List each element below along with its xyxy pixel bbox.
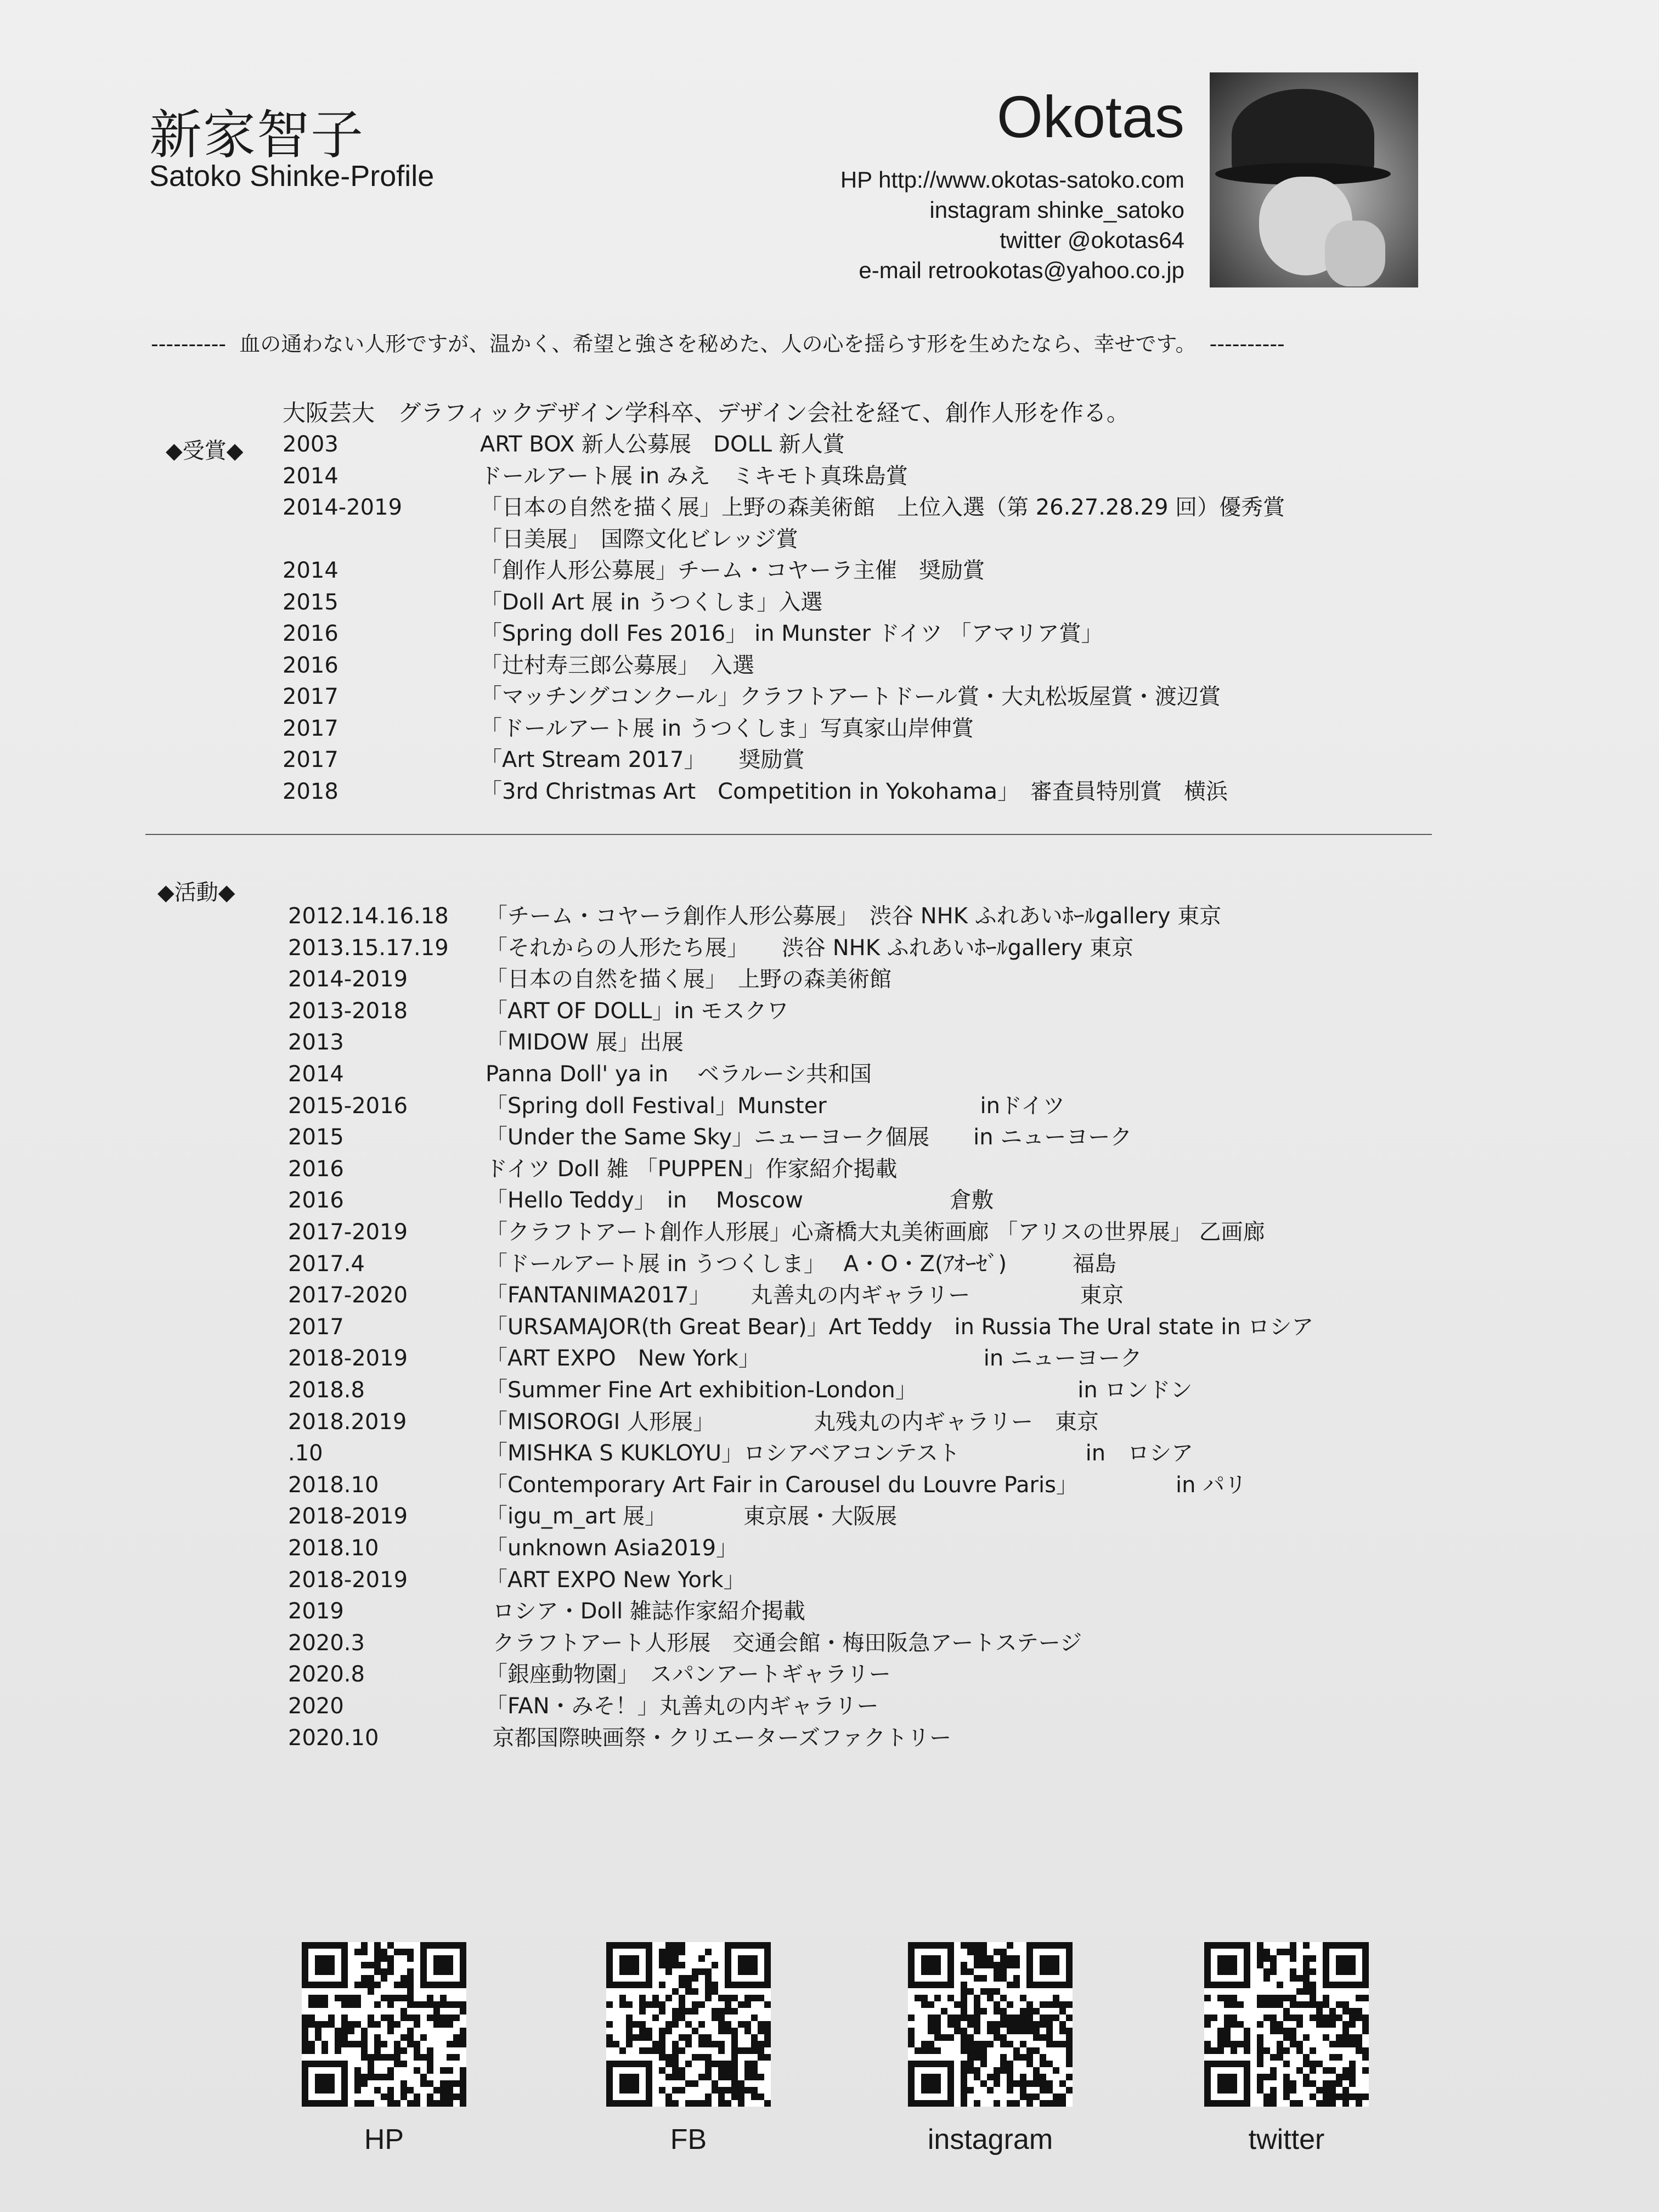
- row-description: 「チーム・コヤーラ創作人形公募展」 渋谷 NHK ふれあいﾎｰﾙgallery 東京: [486, 904, 1222, 929]
- intro-text: 大阪芸大 グラフィックデザイン学科卒、デザイン会社を経て、創作人形を作る。: [283, 399, 1130, 426]
- row-year: 2017: [283, 684, 338, 709]
- row-description: 「MISHKA S KUKLOYU」ロシアベアコンテスト in ロシア: [486, 1441, 1194, 1466]
- row-year: 2018-2019: [288, 1504, 408, 1530]
- row-description: 京都国際映画祭・クリエーターズファクトリー: [486, 1725, 952, 1751]
- row-year: 2018.2019: [288, 1409, 407, 1435]
- qr-code-label: HP: [364, 2124, 404, 2155]
- row-description: 「クラフトアート創作人形展」心斎橋大丸美術画廊 「アリスの世界展」 乙画廊: [486, 1220, 1265, 1245]
- qr-code-icon[interactable]: [606, 1942, 771, 2107]
- row-description: 「創作人形公募展」チーム・コヤーラ主催 奨励賞: [480, 558, 985, 583]
- row-description: 「MIDOW 展」出展: [486, 1030, 684, 1056]
- row-description: 「Under the Same Sky」ニューヨーク個展 in ニューヨーク: [486, 1125, 1132, 1150]
- contact-block: [840, 165, 1184, 285]
- qr-code-icon[interactable]: [1204, 1942, 1369, 2107]
- row-description: 「3rd Christmas Art Competition in Yokohama」 審査員特別賞 横浜: [480, 778, 1228, 804]
- row-year: 2016: [288, 1156, 344, 1182]
- row-description: 「FAN・みそ！」丸善丸の内ギャラリー: [486, 1694, 879, 1719]
- row-description: 「Hello Teddy」 in Moscow 倉敷: [486, 1188, 994, 1214]
- row-description: 「Spring doll Festival」Munster inドイツ: [486, 1093, 1065, 1119]
- row-year: 2017: [283, 747, 338, 772]
- row-year: 2016: [283, 621, 338, 646]
- row-description: クラフトアート人形展 交通会館・梅田阪急アートステージ: [486, 1630, 1082, 1656]
- row-description: 「ART EXPO New York」 in ニューヨーク: [486, 1346, 1142, 1372]
- row-year: 2015-2016: [288, 1093, 408, 1119]
- row-description: 「Doll Art 展 in うつくしま」入選: [480, 589, 823, 615]
- row-description: ドイツ Doll 雑 「PUPPEN」作家紹介掲載: [486, 1156, 898, 1182]
- row-description: 「日本の自然を描く展」上野の森美術館 上位入選（第 26.27.28.29 回）優秀賞: [480, 495, 1285, 520]
- row-description: 「Summer Fine Art exhibition-London」 in ロンドン: [486, 1378, 1193, 1403]
- row-year: 2014: [283, 558, 338, 583]
- row-description: 「日美展」 国際文化ビレッジ賞: [480, 526, 798, 552]
- row-description: 「Art Stream 2017」 奨励賞: [480, 747, 805, 772]
- row-year: 2016: [283, 652, 338, 678]
- row-year: 2014: [283, 463, 338, 489]
- row-description: 「ドールアート展 in うつくしま」写真家山岸伸賞: [480, 715, 974, 741]
- row-description: 「辻村寿三郎公募展」 入選: [480, 652, 754, 678]
- row-description: 「それからの人形たち展」 渋谷 NHK ふれあいﾎｰﾙgallery 東京: [486, 935, 1134, 961]
- row-description: 「Spring doll Fes 2016」 in Munster ドイツ 「アマリア賞」: [480, 621, 1103, 646]
- row-year: 2020: [288, 1694, 344, 1719]
- brand-name: Okotas: [996, 83, 1184, 150]
- qr-code-fb[interactable]: [606, 1942, 771, 2156]
- row-description: 「ドールアート展 in うつくしま」 A・O・Z(ｱｵｰｾﾞ) 福島: [486, 1251, 1117, 1277]
- row-year: 2015: [283, 589, 338, 615]
- row-year: 2018: [283, 778, 338, 804]
- name-english: Satoko Shinke-Profile: [149, 160, 435, 193]
- contact-email: e-mail retrookotas@yahoo.co.jp: [859, 257, 1184, 283]
- tagline: ---------- 血の通わない人形ですが、温かく、希望と強さを秘めた、人の心を揺らす形を生めたなら、幸せです。 ----------: [151, 332, 1285, 356]
- row-description: 「URSAMAJOR(th Great Bear)」Art Teddy in Russia The Ural state in ロシア: [486, 1314, 1314, 1340]
- row-year: 2017.4: [288, 1251, 365, 1277]
- row-description: 「igu_m_art 展」 東京展・大阪展: [486, 1504, 898, 1530]
- row-year: 2017-2019: [288, 1220, 408, 1245]
- row-year: 2017: [288, 1314, 344, 1340]
- row-description: ドールアート展 in みえ ミキモト真珠島賞: [480, 463, 908, 489]
- row-year: 2017-2020: [288, 1283, 408, 1308]
- qr-code-label: twitter: [1248, 2124, 1325, 2155]
- row-description: 「ART OF DOLL」in モスクワ: [486, 998, 789, 1024]
- row-description: ART BOX 新人公募展 DOLL 新人賞: [480, 432, 845, 457]
- row-year: 2018.10: [288, 1536, 379, 1561]
- row-year: 2014-2019: [288, 967, 408, 992]
- qr-code-icon[interactable]: [908, 1942, 1073, 2107]
- row-year: 2013: [288, 1030, 344, 1056]
- row-year: 2016: [288, 1188, 344, 1214]
- row-description: ロシア・Doll 雑誌作家紹介掲載: [486, 1599, 805, 1624]
- activities-heading: ◆活動◆: [157, 880, 235, 905]
- section-divider: [145, 834, 1432, 835]
- contact-instagram: instagram shinke_satoko: [929, 197, 1184, 223]
- row-year: 2018-2019: [288, 1346, 408, 1372]
- row-description: 「unknown Asia2019」: [486, 1536, 738, 1561]
- row-year: 2003: [283, 432, 338, 457]
- qr-code-icon[interactable]: [302, 1942, 466, 2107]
- contact-homepage: HP http://www.okotas-satoko.com: [840, 167, 1184, 193]
- contact-twitter: twitter @okotas64: [1000, 227, 1184, 253]
- qr-code-hp[interactable]: [302, 1942, 466, 2156]
- hand-shape: [1325, 221, 1385, 286]
- row-description: 「Contemporary Art Fair in Carousel du Louvre Paris」 in パリ: [486, 1472, 1247, 1498]
- row-year: 2014-2019: [283, 495, 403, 520]
- qr-code-instagram[interactable]: [908, 1942, 1073, 2156]
- qr-code-twitter[interactable]: [1204, 1942, 1369, 2156]
- row-year: 2013.15.17.19: [288, 935, 449, 961]
- row-description: 「FANTANIMA2017」 丸善丸の内ギャラリー 東京: [486, 1283, 1124, 1308]
- row-year: 2017: [283, 715, 338, 741]
- profile-photo: [1210, 72, 1418, 287]
- row-description: 「MISOROGI 人形展」 丸残丸の内ギャラリー 東京: [486, 1409, 1099, 1435]
- row-description: 「マッチングコンクール」クラフトアートドール賞・大丸松坂屋賞・渡辺賞: [480, 684, 1221, 709]
- row-description: 「ART EXPO New York」: [486, 1567, 746, 1593]
- row-year: 2019: [288, 1599, 344, 1624]
- row-year: .10: [288, 1441, 323, 1466]
- row-description: 「日本の自然を描く展」 上野の森美術館: [486, 967, 891, 992]
- awards-heading: ◆受賞◆: [166, 438, 244, 464]
- row-year: 2020.10: [288, 1725, 379, 1751]
- row-year: 2020.3: [288, 1630, 365, 1656]
- name-japanese: 新家智子: [149, 104, 364, 166]
- row-year: 2014: [288, 1062, 344, 1087]
- row-year: 2013-2018: [288, 998, 408, 1024]
- row-year: 2018.10: [288, 1472, 379, 1498]
- row-year: 2018.8: [288, 1378, 365, 1403]
- row-year: 2020.8: [288, 1662, 365, 1688]
- row-description: 「銀座動物園」 スパンアートギャラリー: [486, 1662, 891, 1688]
- row-description: Panna Doll' ya in ベラルーシ共和国: [486, 1062, 872, 1087]
- row-year: 2018-2019: [288, 1567, 408, 1593]
- qr-code-label: instagram: [927, 2124, 1053, 2155]
- row-year: 2012.14.16.18: [288, 904, 449, 929]
- row-year: 2015: [288, 1125, 344, 1150]
- qr-code-label: FB: [670, 2124, 707, 2155]
